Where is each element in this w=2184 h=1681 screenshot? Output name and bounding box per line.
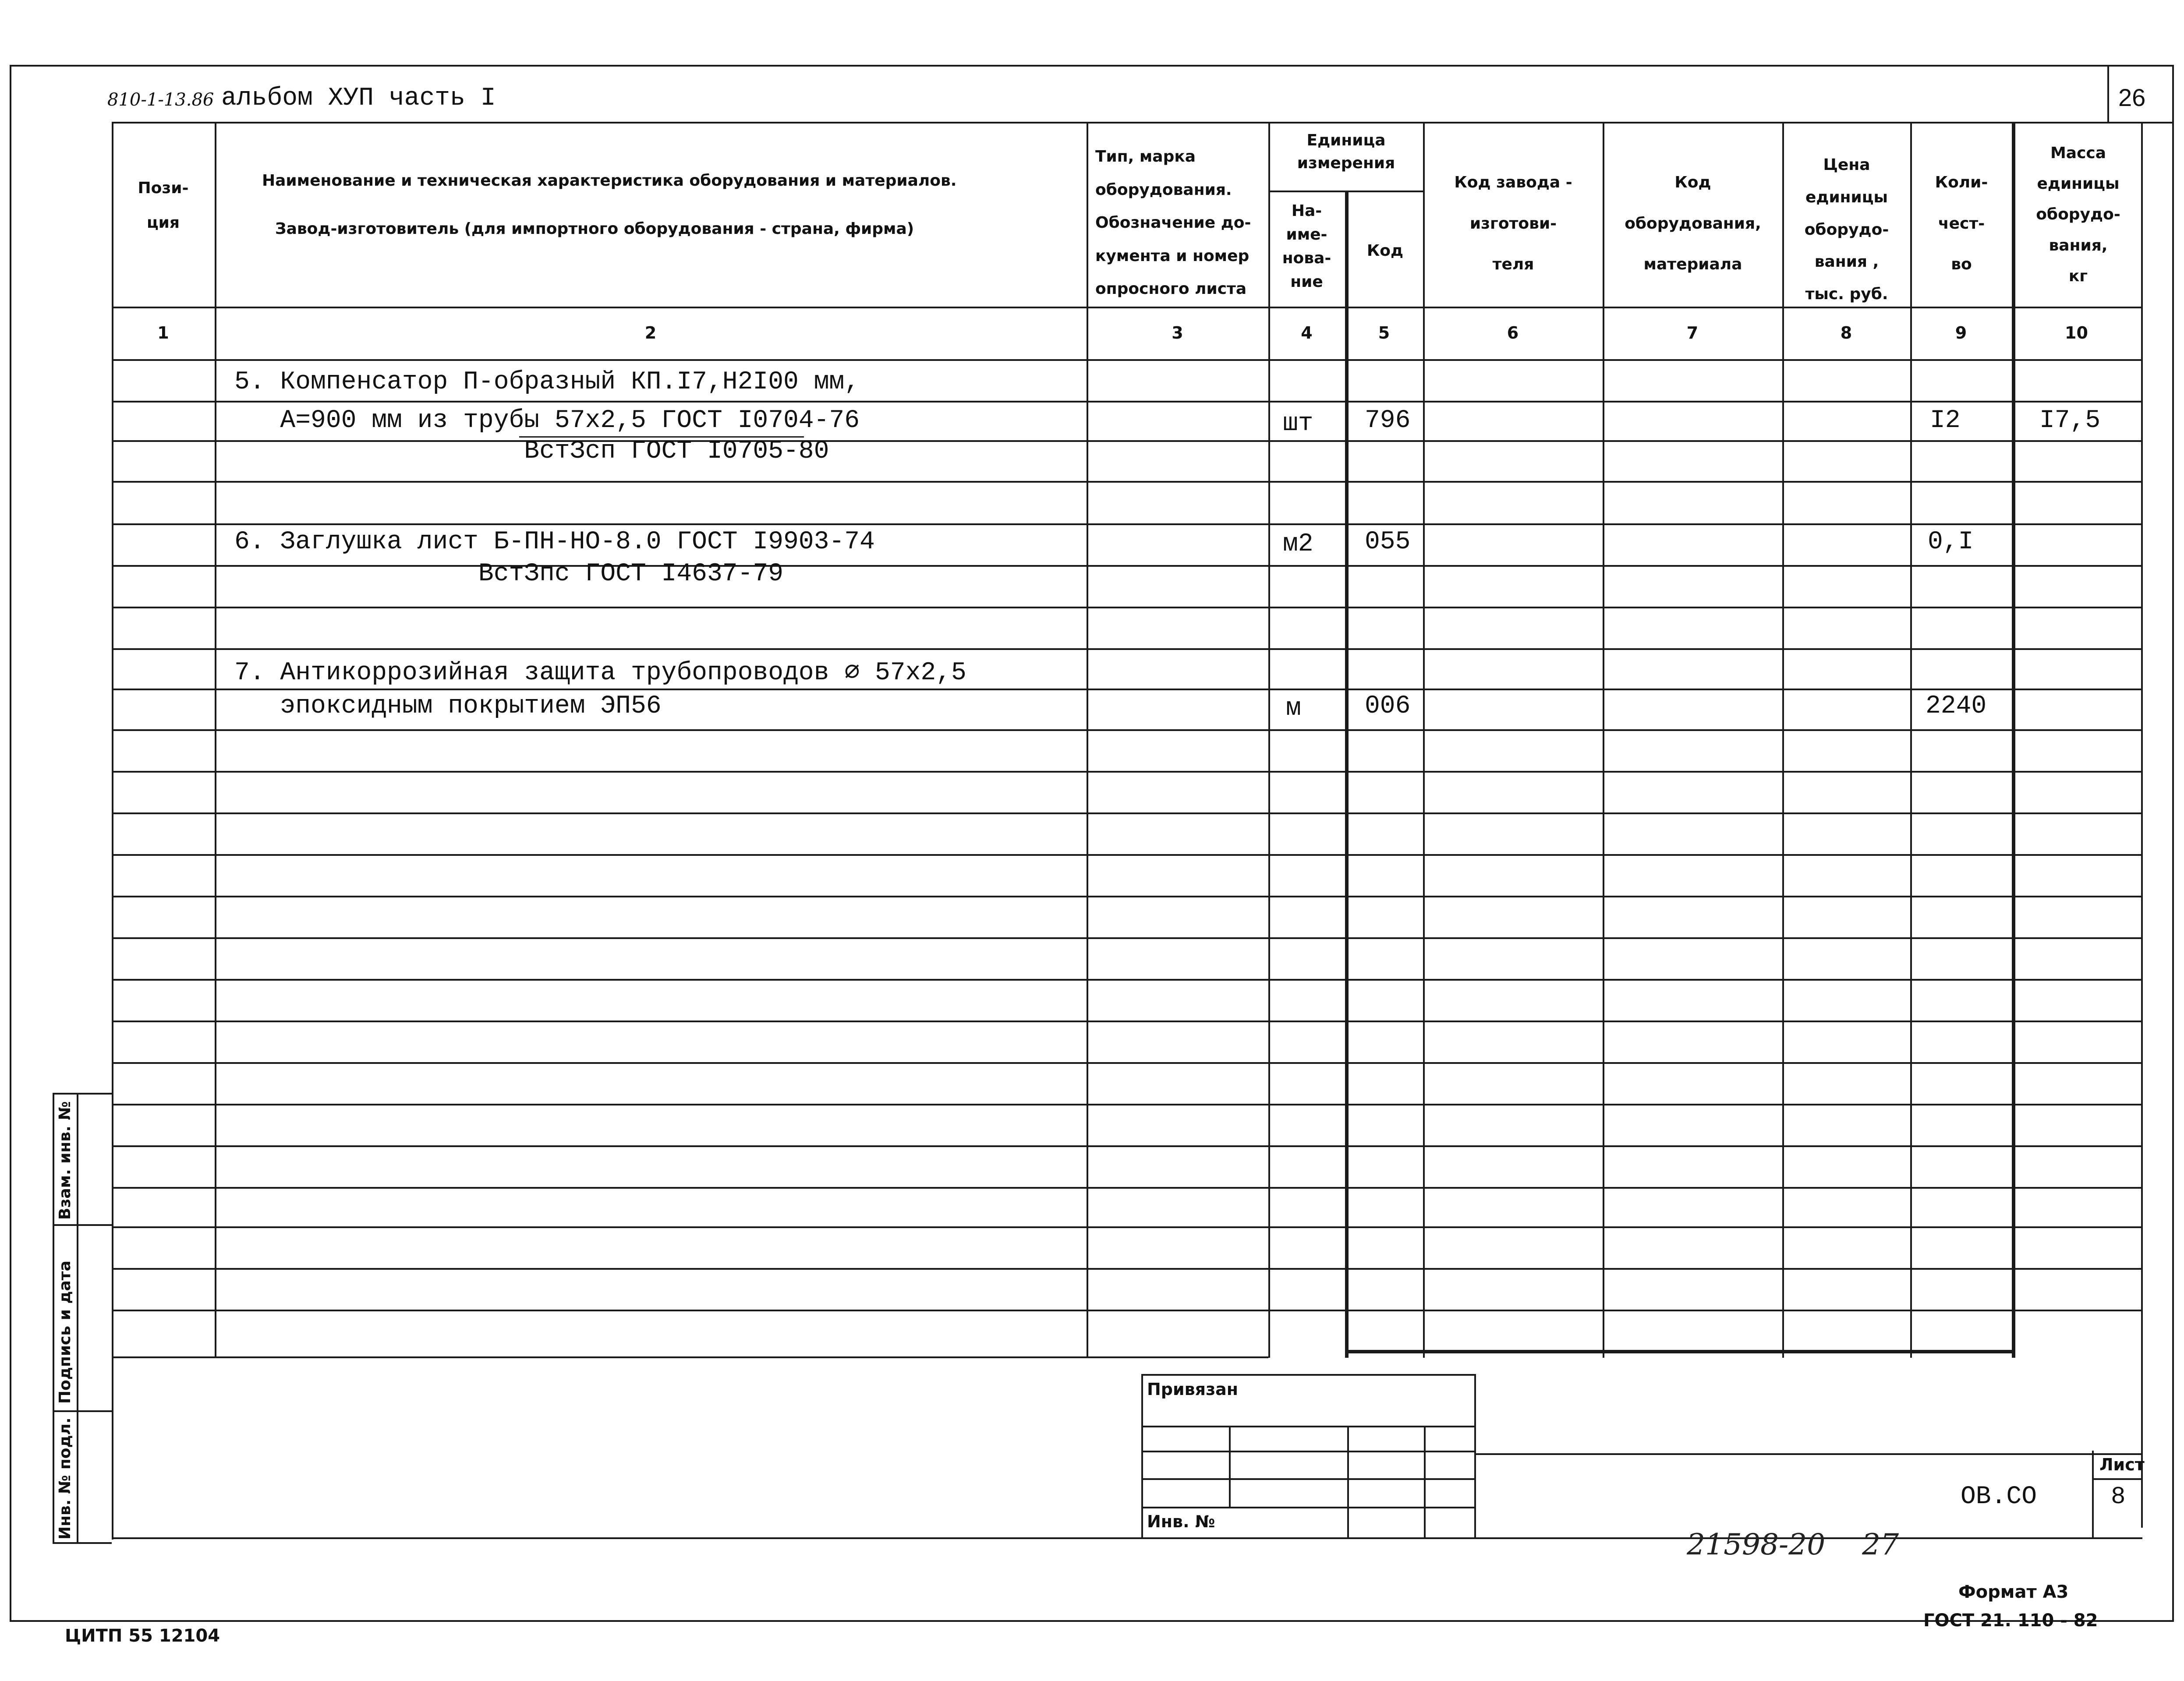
table-row-line [112, 401, 2141, 403]
row-quantity: 0,I [1928, 528, 1974, 556]
col3-line [1268, 122, 1270, 1358]
org-code: ЦИТП 55 12104 [65, 1626, 220, 1646]
row-name: ВстЗсп ГОСТ I0705-80 [234, 437, 829, 466]
format-label: Формат А3 [1958, 1582, 2069, 1602]
gost-label: ГОСТ 21. 110 - 82 [1923, 1610, 2098, 1631]
row-unit-code: 006 [1365, 692, 1411, 720]
header-position: Пози- ция [138, 179, 189, 232]
column-number: 9 [1955, 323, 1967, 343]
col8-line [1910, 122, 1912, 1358]
linked-box-top [1141, 1374, 1476, 1376]
col9-line [2012, 122, 2015, 1358]
column-number: 7 [1686, 323, 1699, 343]
row-mass: I7,5 [2039, 406, 2101, 435]
table-top-line [112, 122, 2174, 124]
column-number: 8 [1840, 323, 1852, 343]
table-row-line [112, 729, 2141, 731]
linked-box-col1 [1229, 1426, 1231, 1507]
table-row-line [112, 1310, 2141, 1311]
side-stamp-bottom [53, 1542, 112, 1544]
header-name-line2: Завод-изготовитель (для импортного оборудования - страна, фирма) [275, 220, 914, 238]
header-unit-code: Код [1366, 242, 1404, 260]
handwritten-number: 21598-20 27 [1687, 1528, 1899, 1561]
table-row-line [112, 771, 2141, 773]
row-quantity: 2240 [1926, 692, 1987, 720]
side-stamp-divider [77, 1093, 78, 1544]
table-row-line [112, 1021, 2141, 1022]
table-row-line [112, 1104, 2141, 1105]
table-row-line [112, 648, 2141, 650]
col5-line [1423, 122, 1425, 1358]
side-field-signature: Подпись и дата [56, 1261, 74, 1404]
sheet-label: Лист [2099, 1455, 2145, 1474]
table-row-line [112, 1062, 2141, 1064]
column-number: 1 [157, 323, 169, 343]
sheet-box-divider [2092, 1478, 2142, 1480]
header-mass: Масса единицы оборудо- вания, кг [2036, 144, 2120, 285]
side-stamp-top [53, 1093, 112, 1095]
row-name: эпоксидным покрытием ЭП56 [234, 692, 662, 720]
col1-line [215, 122, 216, 1358]
colnum-bottom-line [112, 359, 2141, 361]
row-unit-code: 055 [1365, 528, 1411, 556]
table-row-line [112, 689, 2141, 690]
side-field-replace-inv: Взам. инв. № [56, 1101, 74, 1220]
album-title: альбом XУП часть I [221, 84, 496, 113]
table-row-line [112, 1187, 2141, 1189]
table-row-line [112, 896, 2141, 897]
side-stamp-left [53, 1093, 54, 1544]
side-stamp-sep1 [53, 1224, 112, 1226]
title-block-top [1474, 1453, 2142, 1455]
sheet-number: 8 [2111, 1483, 2126, 1511]
side-field-inv-original: Инв. № подл. [56, 1417, 74, 1540]
table-right-line [2141, 122, 2143, 1528]
row-unit: шт [1283, 410, 1313, 438]
col6-line [1603, 122, 1604, 1358]
table-row-line [112, 937, 2141, 939]
column-number: 2 [644, 323, 657, 343]
col2-line [1087, 122, 1088, 1358]
header-quantity: Коли- чест- во [1935, 173, 1988, 274]
page-number-divider [2107, 66, 2109, 123]
header-price: Цена единицы оборудо- вания , тыс. руб. [1804, 156, 1889, 304]
album-code: 810-1-13.86 [107, 90, 214, 110]
header-manufacturer-code: Код завода - изготови- теля [1454, 173, 1572, 274]
row-unit-code: 796 [1365, 406, 1411, 435]
row-name: 7. Антикоррозийная защита трубопроводов ∅ 57х2,5 [234, 659, 966, 687]
col4-line [1345, 191, 1349, 1358]
sheet-box-left [2092, 1451, 2094, 1538]
row-quantity: I2 [1930, 406, 1961, 435]
row-name: 6. Заглушка лист Б-ПН-НО-8.0 ГОСТ I9903-74 [234, 528, 875, 556]
table-row-line [112, 607, 2141, 608]
table-data-bottom-line [1345, 1350, 2015, 1353]
table-row-line [112, 812, 2141, 814]
document-designation: ОВ.СО [1961, 1483, 2037, 1511]
page-number: 26 [2118, 84, 2146, 111]
row-name: А=900 мм из трубы 57х2,5 ГОСТ I0704-76 [234, 406, 860, 435]
row-unit: м [1286, 694, 1301, 723]
linked-box-left [1141, 1374, 1143, 1539]
row-unit: м2 [1283, 530, 1313, 558]
linked-box-line4 [1141, 1507, 1476, 1508]
table-row-line [112, 1145, 2141, 1147]
header-unit-name: На- име- нова- ние [1282, 202, 1331, 291]
linked-label: Привязан [1147, 1380, 1239, 1399]
table-row-line [112, 481, 2141, 483]
column-number: 10 [2065, 323, 2088, 343]
header-type: Тип, марка оборудования. Обозначение до- кумента и номер опросного листа [1095, 148, 1251, 298]
header-name-line1: Наименование и техническая характеристика оборудования и материалов. [262, 172, 957, 190]
table-row-line [112, 979, 2141, 981]
linked-box-line1 [1141, 1426, 1476, 1427]
linked-box-line3 [1141, 1478, 1476, 1480]
side-stamp-sep2 [53, 1410, 112, 1412]
table-row-line [112, 1268, 2141, 1270]
linked-box-right [1474, 1374, 1476, 1539]
linked-box-col3 [1424, 1426, 1426, 1539]
column-number: 4 [1301, 323, 1313, 343]
linked-box-col2 [1347, 1426, 1349, 1539]
linked-box-line2 [1141, 1451, 1476, 1452]
table-row-line [112, 523, 2141, 525]
table-bottom-line [112, 1356, 1268, 1358]
column-number: 6 [1507, 323, 1519, 343]
header-unit: Единица измерения [1297, 131, 1395, 173]
header-equipment-code: Код оборудования, материала [1625, 173, 1761, 274]
row-name: 5. Компенсатор П-образный КП.I7,Н2I00 мм, [234, 368, 860, 396]
row-name: ВстЗпс ГОСТ I4637-79 [234, 560, 784, 588]
table-row-line [112, 1226, 2141, 1228]
table-row-line [112, 854, 2141, 856]
column-number: 3 [1172, 323, 1183, 343]
column-number: 5 [1378, 323, 1390, 343]
inv-label: Инв. № [1147, 1512, 1215, 1531]
